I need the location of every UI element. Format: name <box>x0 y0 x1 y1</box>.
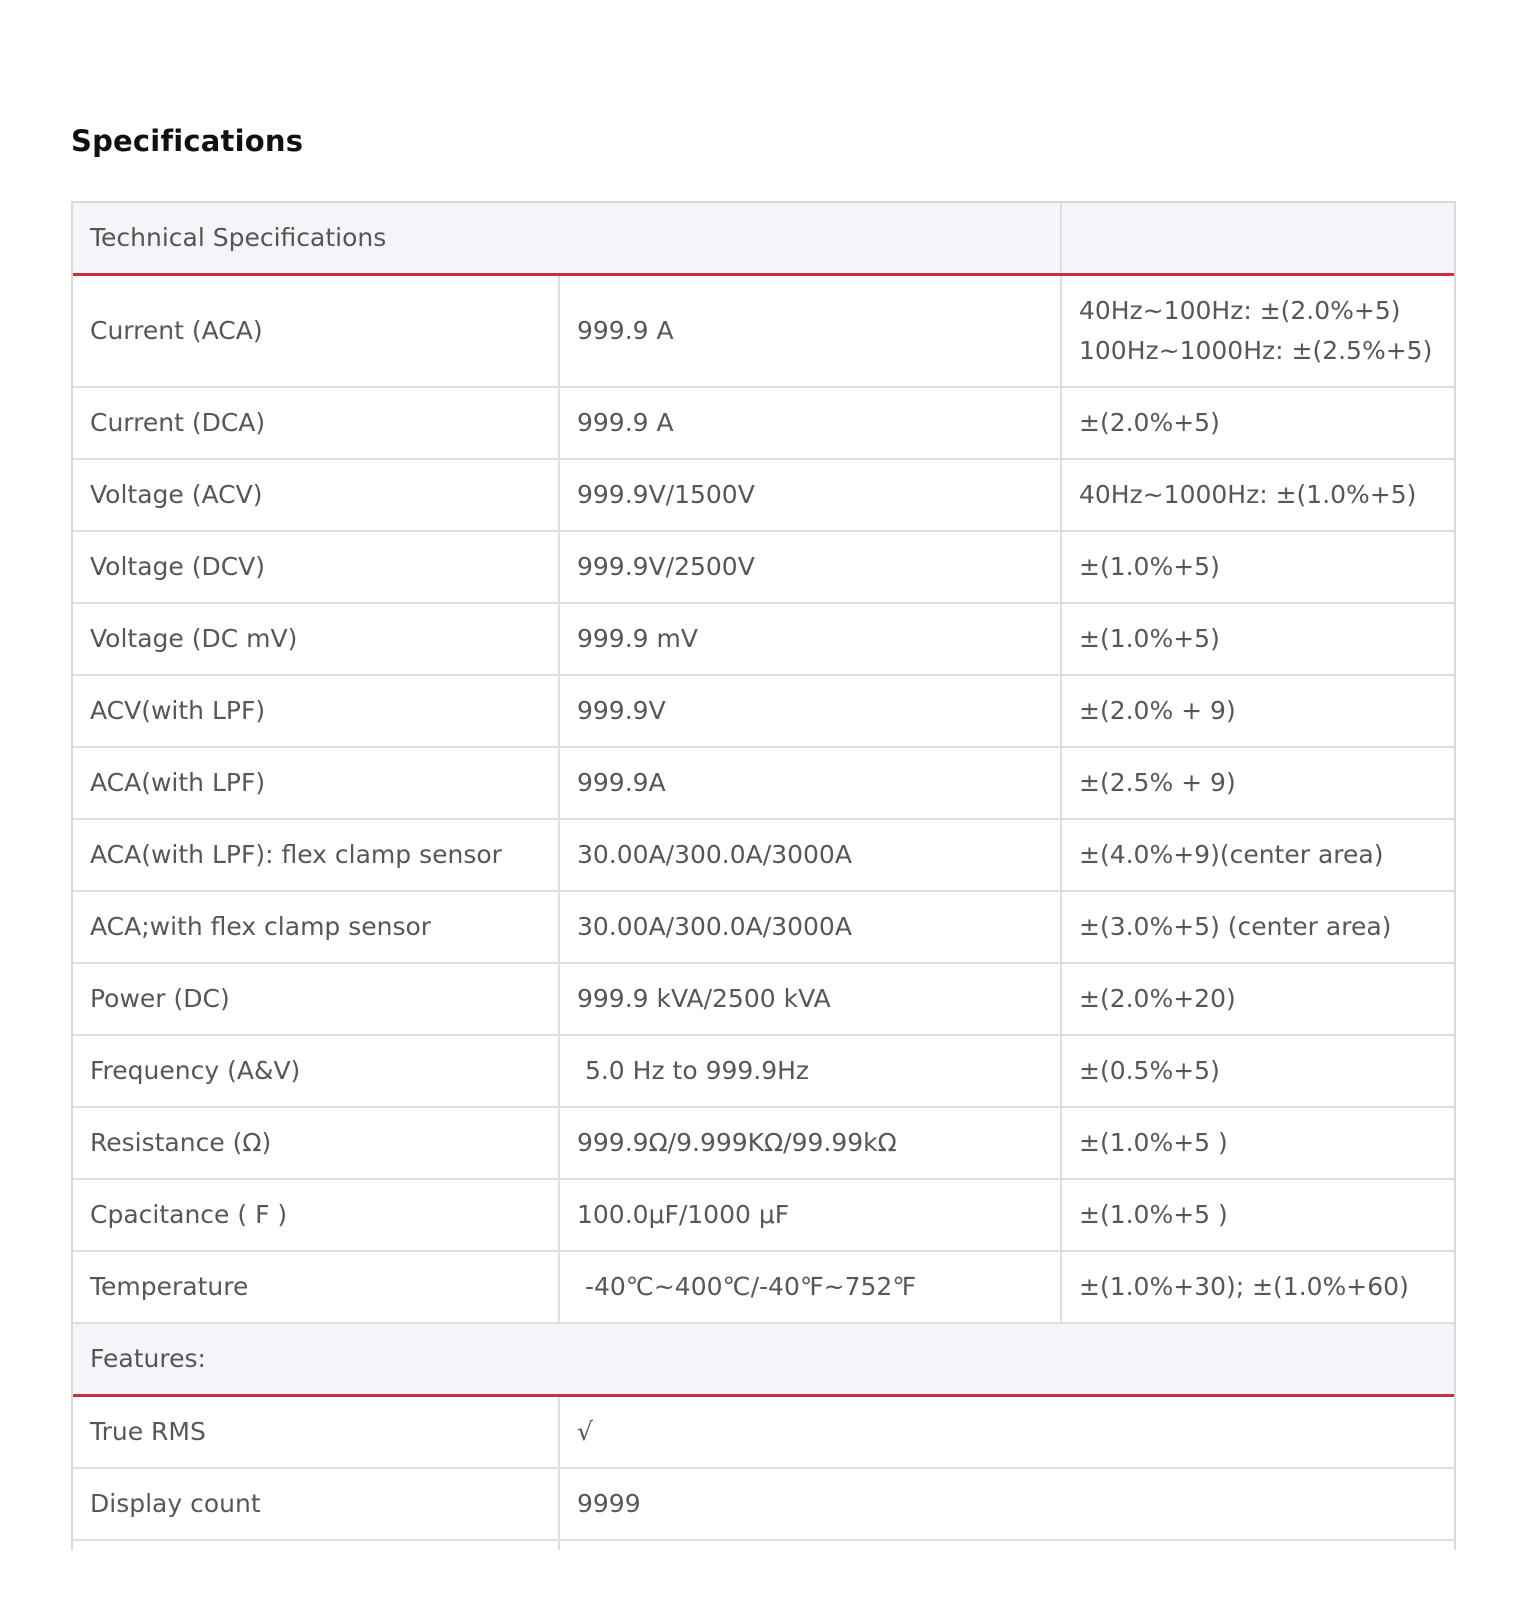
spec-accuracy <box>1061 275 1454 388</box>
table-row <box>73 1468 1454 1540</box>
table-row <box>73 891 1454 963</box>
specifications-table <box>71 201 1456 1550</box>
spec-range: -40℃~400℃/-40℉~752℉ <box>559 1251 1061 1323</box>
table-row <box>73 963 1454 1035</box>
spec-name: Voltage (DC mV) <box>73 603 559 675</box>
table-row <box>73 747 1454 819</box>
table-row <box>73 1179 1454 1251</box>
spec-name: Voltage (ACV) <box>73 459 559 531</box>
table-row <box>73 531 1454 603</box>
spec-range: 999.9Ω/9.999KΩ/99.99kΩ <box>559 1107 1061 1179</box>
spec-name: Power (DC) <box>73 963 559 1035</box>
feature-name <box>73 1540 559 1550</box>
table-row <box>73 819 1454 891</box>
spec-accuracy: ±(2.0%+5) <box>1061 387 1454 459</box>
spec-range: 999.9 A <box>559 387 1061 459</box>
spec-accuracy-line: 40Hz~100Hz: ±(2.0%+5) <box>1079 296 1401 325</box>
spec-name: Voltage (DCV) <box>73 531 559 603</box>
page-title: Specifications <box>71 124 304 158</box>
spec-accuracy: ±(2.5% + 9) <box>1061 747 1454 819</box>
table-row <box>73 1107 1454 1179</box>
spec-accuracy: ±(2.0% + 9) <box>1061 675 1454 747</box>
spec-range: 999.9V/1500V <box>559 459 1061 531</box>
spec-accuracy: ±(1.0%+5 ) <box>1061 1107 1454 1179</box>
spec-range: 5.0 Hz to 999.9Hz <box>559 1035 1061 1107</box>
spec-name: ACV(with LPF) <box>73 675 559 747</box>
spec-range: 999.9 A <box>559 275 1061 388</box>
table-row-partial <box>73 1540 1454 1550</box>
section-title: Technical Specifications <box>73 203 1061 275</box>
spec-range: 100.0μF/1000 μF <box>559 1179 1061 1251</box>
section-header-features <box>73 1323 1454 1396</box>
section-header-empty-cell <box>1061 203 1454 275</box>
spec-accuracy: ±(4.0%+9)(center area) <box>1061 819 1454 891</box>
spec-name: Cpacitance ( F ) <box>73 1179 559 1251</box>
spec-range: 999.9V <box>559 675 1061 747</box>
table-row <box>73 387 1454 459</box>
feature-value: 9999 <box>559 1468 1454 1540</box>
spec-range: 30.00A/300.0A/3000A <box>559 819 1061 891</box>
spec-name: Resistance (Ω) <box>73 1107 559 1179</box>
table-row <box>73 1035 1454 1107</box>
table-row <box>73 603 1454 675</box>
feature-name: Display count <box>73 1468 559 1540</box>
spec-accuracy: ±(1.0%+5) <box>1061 531 1454 603</box>
spec-accuracy: ±(1.0%+5 ) <box>1061 1179 1454 1251</box>
spec-accuracy: ±(0.5%+5) <box>1061 1035 1454 1107</box>
spec-accuracy: 40Hz~1000Hz: ±(1.0%+5) <box>1061 459 1454 531</box>
spec-name: Current (ACA) <box>73 275 559 388</box>
spec-accuracy-line: 100Hz~1000Hz: ±(2.5%+5) <box>1079 336 1433 365</box>
table-row <box>73 459 1454 531</box>
spec-range: 999.9 kVA/2500 kVA <box>559 963 1061 1035</box>
spec-table-grid <box>73 203 1454 1550</box>
feature-value: √ <box>559 1396 1454 1469</box>
table-row <box>73 1396 1454 1469</box>
spec-range: 999.9 mV <box>559 603 1061 675</box>
feature-value <box>559 1540 1454 1550</box>
spec-accuracy: ±(2.0%+20) <box>1061 963 1454 1035</box>
spec-range: 30.00A/300.0A/3000A <box>559 891 1061 963</box>
table-row <box>73 1251 1454 1323</box>
section-header-technical <box>73 203 1454 275</box>
spec-name: Temperature <box>73 1251 559 1323</box>
table-row <box>73 675 1454 747</box>
section-title: Features: <box>73 1323 1454 1396</box>
spec-name: ACA;with flex clamp sensor <box>73 891 559 963</box>
spec-accuracy: ±(1.0%+5) <box>1061 603 1454 675</box>
spec-range: 999.9V/2500V <box>559 531 1061 603</box>
spec-name: ACA(with LPF): flex clamp sensor <box>73 819 559 891</box>
feature-name: True RMS <box>73 1396 559 1469</box>
spec-name: Current (DCA) <box>73 387 559 459</box>
spec-name: Frequency (A&V) <box>73 1035 559 1107</box>
spec-accuracy: ±(1.0%+30); ±(1.0%+60) <box>1061 1251 1454 1323</box>
spec-accuracy: ±(3.0%+5) (center area) <box>1061 891 1454 963</box>
table-row <box>73 275 1454 388</box>
spec-range: 999.9A <box>559 747 1061 819</box>
spec-name: ACA(with LPF) <box>73 747 559 819</box>
